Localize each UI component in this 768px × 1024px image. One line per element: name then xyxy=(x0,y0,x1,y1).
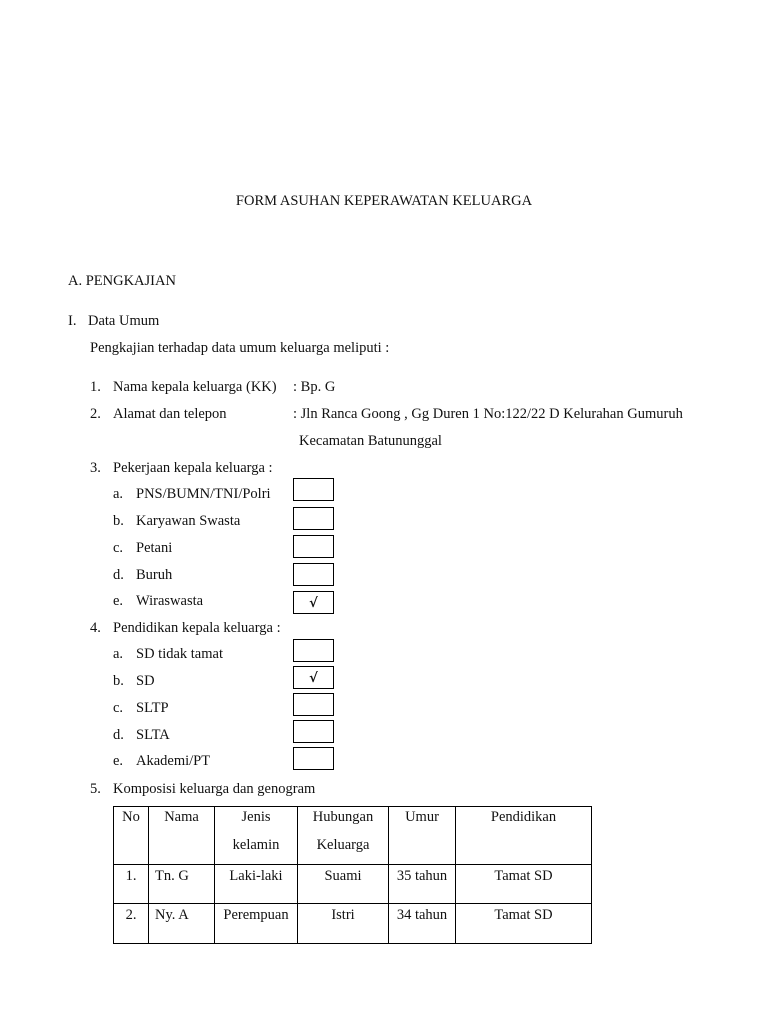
pekerjaan-letter: a. xyxy=(113,486,124,502)
item-2-value: : Jln Ranca Goong , Gg Duren 1 No:122/22 D Kelurahan Gumuruh xyxy=(293,406,683,422)
pendidikan-letter: c. xyxy=(113,700,124,716)
pendidikan-letter: a. xyxy=(113,646,124,662)
pekerjaan-letter: e. xyxy=(113,593,124,609)
item-1-number: 1. xyxy=(90,379,101,395)
pekerjaan-option: PNS/BUMN/TNI/Polri xyxy=(136,486,271,502)
cell-jenis-kelamin: Laki-laki xyxy=(215,865,298,904)
table-header-row xyxy=(114,807,592,865)
pekerjaan-option: Karyawan Swasta xyxy=(136,513,241,529)
pekerjaan-letter: d. xyxy=(113,567,124,583)
table-row xyxy=(114,865,592,904)
cell-hubungan: Istri xyxy=(298,904,389,944)
pendidikan-checkbox[interactable] xyxy=(293,747,334,770)
item-3-label: Pekerjaan kepala keluarga : xyxy=(113,460,273,476)
pendidikan-option: SD xyxy=(136,673,155,689)
cell-hubungan: Suami xyxy=(298,865,389,904)
header-cell: Pendidikan xyxy=(456,807,592,865)
item-2-value-line-2: Kecamatan Batununggal xyxy=(299,433,442,449)
pendidikan-letter: d. xyxy=(113,727,124,743)
cell-pendidikan: Tamat SD xyxy=(456,865,592,904)
item-1-label: Nama kepala keluarga (KK) xyxy=(113,379,277,395)
pendidikan-checkbox[interactable] xyxy=(293,720,334,743)
item-5-label: Komposisi keluarga dan genogram xyxy=(113,781,316,797)
item-2-label: Alamat dan telepon xyxy=(113,406,227,422)
item-4-label: Pendidikan kepala keluarga : xyxy=(113,620,281,636)
pekerjaan-letter: b. xyxy=(113,513,124,529)
pendidikan-letter: e. xyxy=(113,753,124,769)
cell-umur: 35 tahun xyxy=(389,865,456,904)
item-5-number: 5. xyxy=(90,781,101,797)
pendidikan-checkbox[interactable] xyxy=(293,693,334,716)
cell-jenis-kelamin: Perempuan xyxy=(215,904,298,944)
pendidikan-option: SLTA xyxy=(136,727,170,743)
pekerjaan-option: Buruh xyxy=(136,567,173,583)
section-a-heading: A. PENGKAJIAN xyxy=(68,273,176,289)
cell-no: 2. xyxy=(114,904,149,944)
header-cell: Nama xyxy=(149,807,215,865)
cell-umur: 34 tahun xyxy=(389,904,456,944)
pendidikan-letter: b. xyxy=(113,673,124,689)
pekerjaan-option: Wiraswasta xyxy=(136,593,204,609)
item-3-number: 3. xyxy=(90,460,101,476)
family-composition-table xyxy=(113,806,592,944)
section-1-number: I. xyxy=(68,313,77,329)
pendidikan-option: SLTP xyxy=(136,700,169,716)
item-1-value: : Bp. G xyxy=(293,379,336,395)
pekerjaan-checkbox[interactable]: √ xyxy=(293,591,334,614)
cell-nama: Tn. G xyxy=(149,865,215,904)
pekerjaan-letter: c. xyxy=(113,540,124,556)
cell-no: 1. xyxy=(114,865,149,904)
pekerjaan-option: Petani xyxy=(136,540,173,556)
header-cell: Jenis kelamin xyxy=(215,807,298,865)
table-row xyxy=(114,904,592,944)
pendidikan-checkbox[interactable]: √ xyxy=(293,666,334,689)
pendidikan-option: SD tidak tamat xyxy=(136,646,223,662)
pekerjaan-checkbox[interactable] xyxy=(293,478,334,501)
pekerjaan-checkbox[interactable] xyxy=(293,563,334,586)
item-2-number: 2. xyxy=(90,406,101,422)
pekerjaan-checkbox[interactable] xyxy=(293,535,334,558)
pekerjaan-checkbox[interactable] xyxy=(293,507,334,530)
pendidikan-option: Akademi/PT xyxy=(136,753,211,769)
header-cell: Umur xyxy=(389,807,456,865)
intro-text: Pengkajian terhadap data umum keluarga meliputi : xyxy=(90,340,390,356)
header-cell: No xyxy=(114,807,149,865)
section-1-heading: Data Umum xyxy=(88,313,160,329)
page-title: FORM ASUHAN KEPERAWATAN KELUARGA xyxy=(235,193,533,209)
cell-nama: Ny. A xyxy=(149,904,215,944)
item-4-number: 4. xyxy=(90,620,101,636)
cell-pendidikan: Tamat SD xyxy=(456,904,592,944)
pendidikan-checkbox[interactable] xyxy=(293,639,334,662)
header-cell: Hubungan Keluarga xyxy=(298,807,389,865)
